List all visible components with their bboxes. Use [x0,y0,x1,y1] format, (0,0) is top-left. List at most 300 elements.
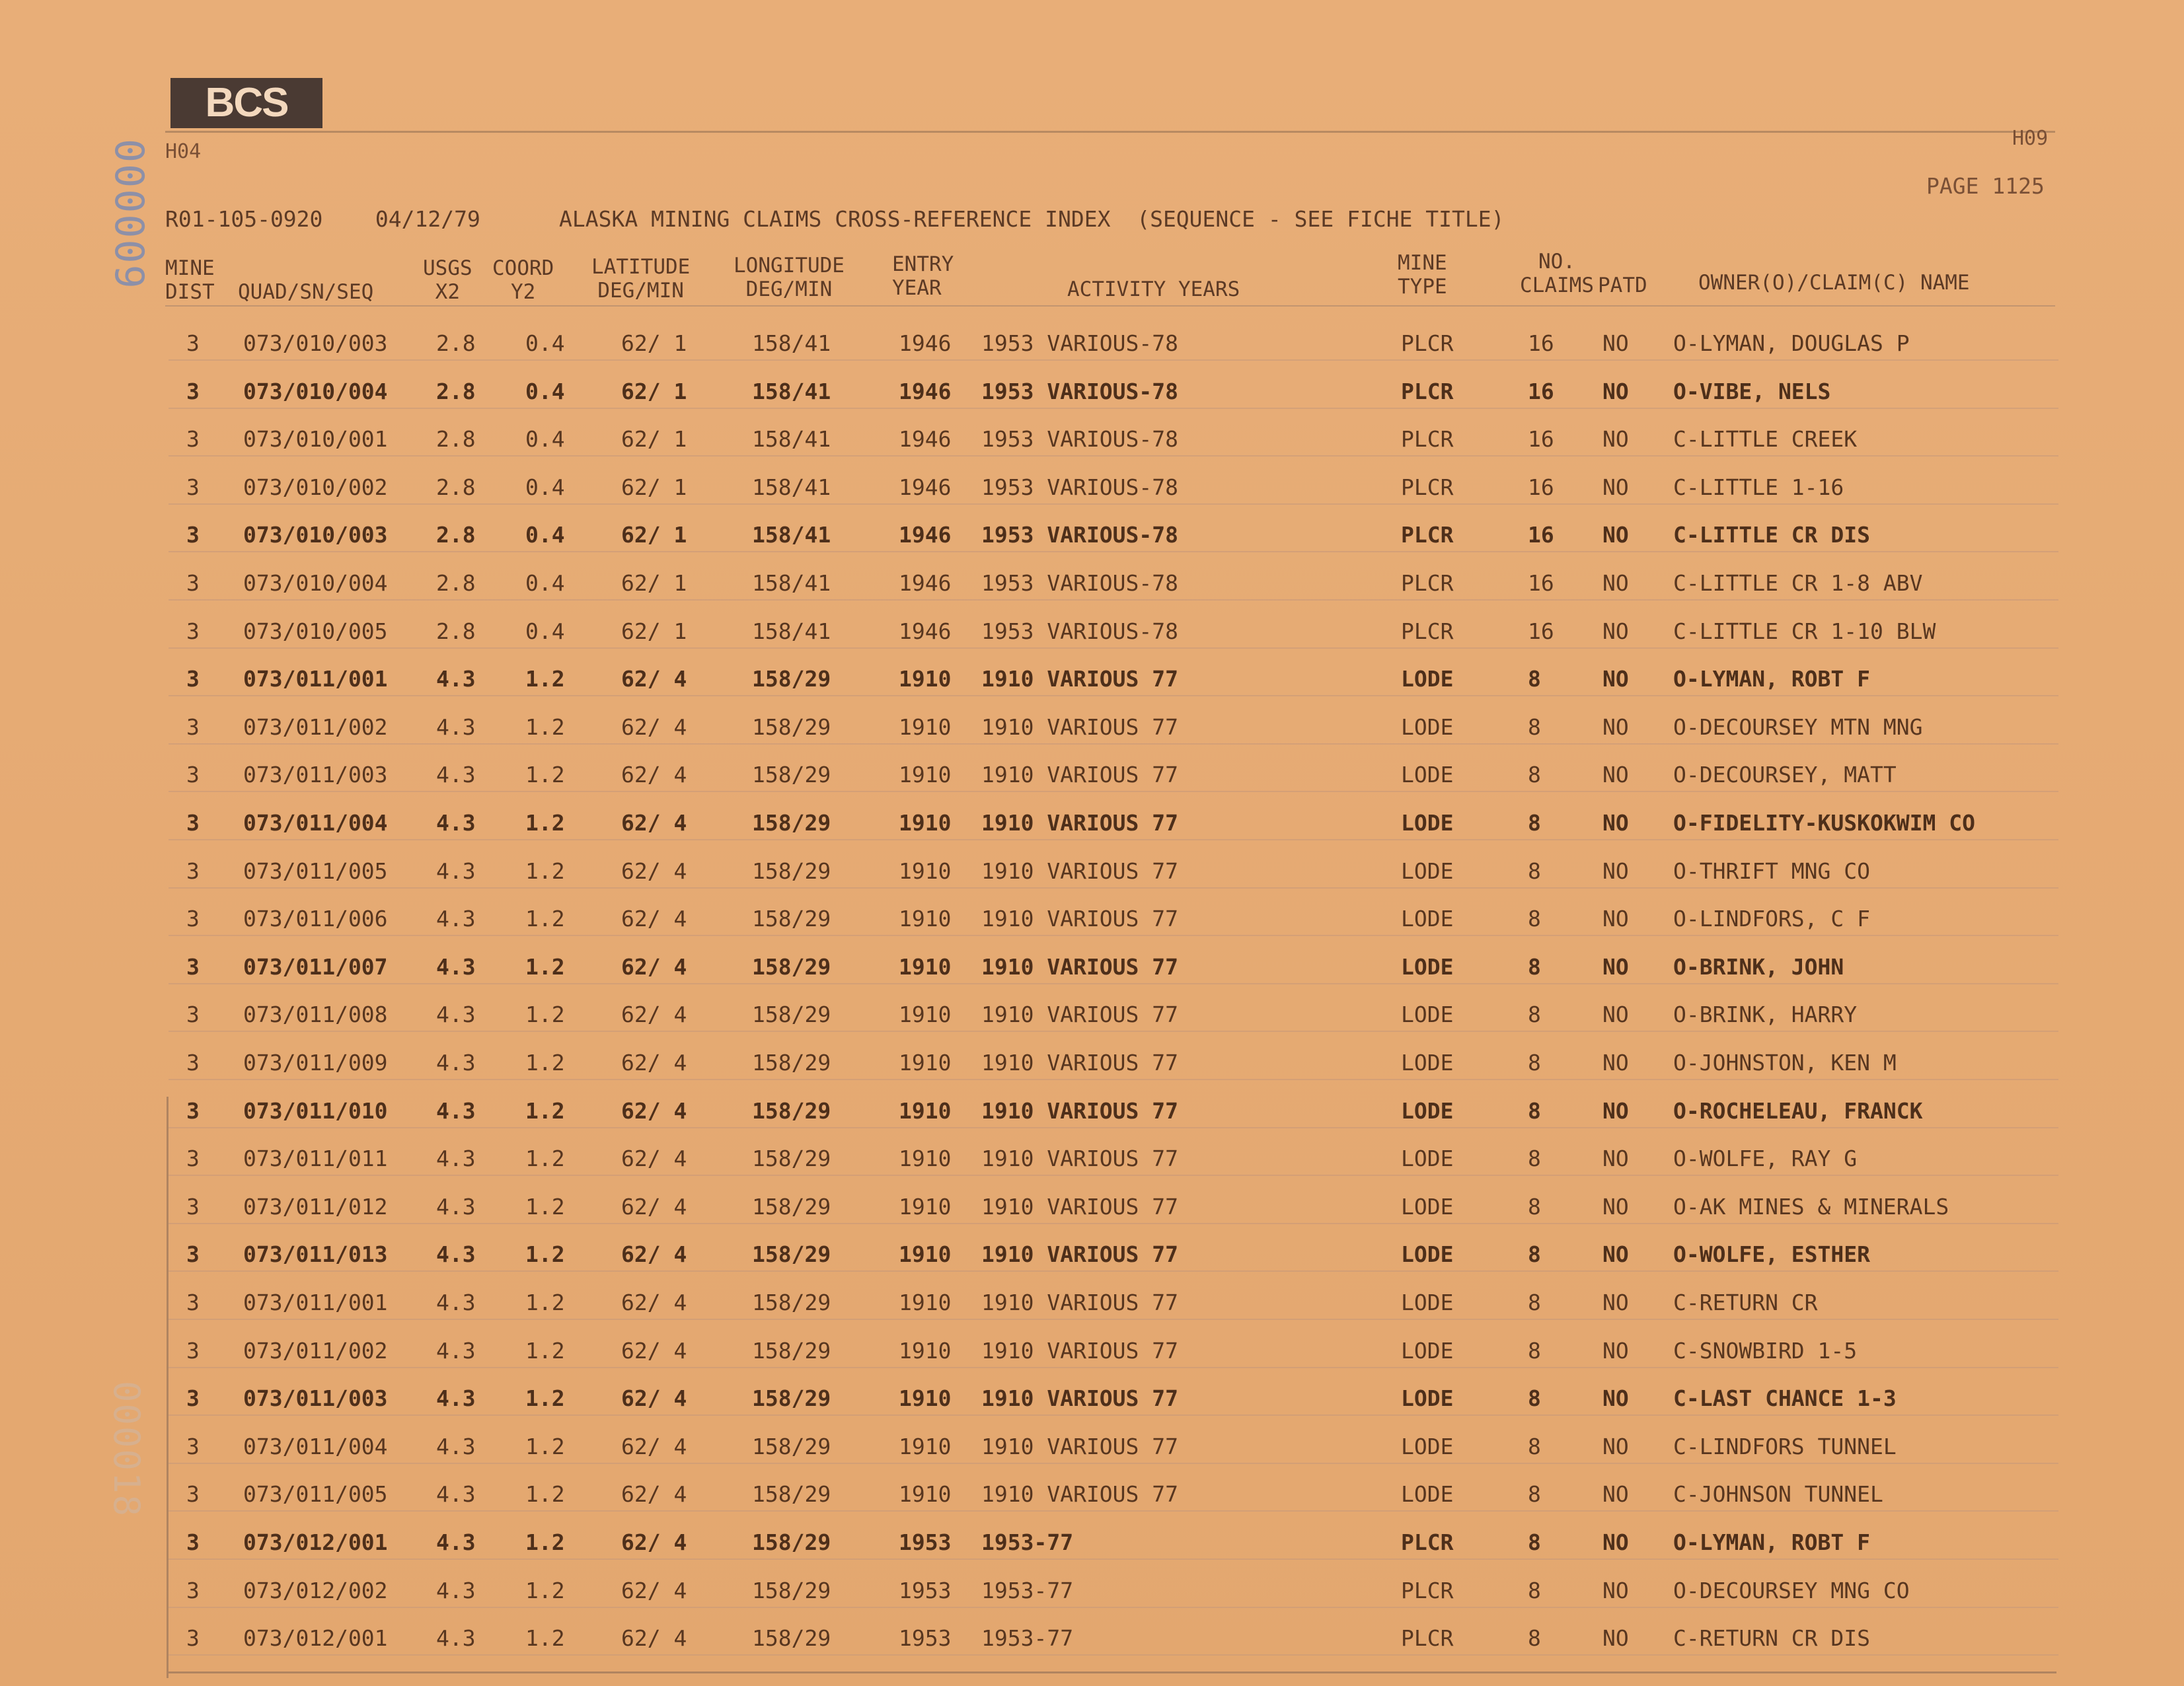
mine-type-cell: LODE [1401,953,1454,980]
no-claims-cell: 16 [1528,618,1554,644]
mine-type-cell: LODE [1401,1481,1454,1508]
entry-year-cell: 1946 [899,570,952,596]
mine-dist-cell: 3 [186,1385,200,1412]
mine-dist-cell: 3 [186,570,200,596]
row-rule [169,359,2058,361]
entry-year-cell: 1910 [899,1002,952,1028]
patd-cell: NO [1602,426,1629,453]
patd-cell: NO [1602,1097,1629,1124]
col-quad: QUAD/SN/SEQ [238,280,374,304]
mine-dist-cell: 3 [186,1097,200,1124]
no-claims-cell: 16 [1528,426,1554,453]
mine-type-cell: PLCR [1401,378,1454,404]
entry-year-cell: 1910 [899,858,952,884]
usgs-x2-cell: 4.3 [436,714,476,740]
row-rule [169,1079,2058,1080]
usgs-x2-cell: 2.8 [436,618,476,644]
no-claims-cell: 16 [1528,330,1554,356]
no-claims-cell: 8 [1528,1385,1541,1412]
mine-type-cell: LODE [1401,666,1454,692]
coord-y2-cell: 1.2 [525,810,565,836]
owner-claim-name-cell: O-AK MINES & MINERALS [1673,1193,1949,1220]
page-number: PAGE 1125 [1926,173,2045,199]
coord-y2-cell: 1.2 [525,1193,565,1220]
owner-claim-name-cell: O-LINDFORS, C F [1673,906,1871,932]
latitude-cell: 62/ 4 [621,1577,687,1603]
owner-claim-name-cell: O-DECOURSEY MTN MNG [1673,714,1923,740]
no-claims-cell: 8 [1528,1290,1541,1315]
row-rule [169,647,2058,649]
usgs-x2-cell: 4.3 [436,858,476,884]
patd-cell: NO [1602,953,1629,980]
row-rule [169,1270,2058,1272]
no-claims-cell: 8 [1528,1097,1541,1124]
longitude-cell: 158/29 [752,1241,831,1268]
patd-cell: NO [1602,1625,1629,1652]
coord-y2-cell: 0.4 [525,522,565,548]
latitude-cell: 62/ 4 [621,714,687,740]
col-entry-year: ENTRY YEAR [892,252,954,300]
coord-y2-cell: 1.2 [525,1002,565,1028]
coord-y2-cell: 0.4 [525,378,565,404]
latitude-cell: 62/ 4 [621,1625,687,1652]
longitude-cell: 158/29 [752,1481,831,1508]
col-claims: NO. CLAIMS [1520,250,1594,297]
longitude-cell: 158/41 [752,378,831,404]
longitude-cell: 158/41 [752,522,831,548]
activity-years-cell: 1910 VARIOUS 77 [981,666,1179,692]
no-claims-cell: 8 [1528,858,1541,884]
activity-years-cell: 1953 VARIOUS-78 [981,378,1179,404]
fiche-number: 000009 [106,139,152,290]
activity-years-cell: 1910 VARIOUS 77 [981,858,1179,884]
row-rule [169,1319,2058,1320]
latitude-cell: 62/ 4 [621,1241,687,1268]
no-claims-cell: 8 [1528,1337,1541,1364]
activity-years-cell: 1910 VARIOUS 77 [981,762,1179,788]
longitude-cell: 158/29 [752,1529,831,1555]
coord-y2-cell: 1.2 [525,762,565,788]
mine-dist-cell: 3 [186,1529,200,1555]
owner-claim-name-cell: C-LITTLE CREEK [1673,426,1858,453]
mine-dist-cell: 3 [186,1290,200,1315]
owner-claim-name-cell: O-ROCHELEAU, FRANCK [1673,1097,1923,1124]
no-claims-cell: 16 [1528,378,1554,404]
coord-y2-cell: 1.2 [525,1337,565,1364]
coord-y2-cell: 1.2 [525,1146,565,1172]
entry-year-cell: 1910 [899,762,952,788]
activity-years-cell: 1910 VARIOUS 77 [981,1337,1179,1364]
patd-cell: NO [1602,1290,1629,1315]
row-rule [169,1607,2058,1608]
patd-cell: NO [1602,570,1629,596]
entry-year-cell: 1910 [899,906,952,932]
activity-years-cell: 1910 VARIOUS 77 [981,1385,1179,1412]
mine-dist-cell: 3 [186,1146,200,1172]
fiche-number-bottom: 000018 [106,1381,147,1518]
owner-claim-name-cell: C-LINDFORS TUNNEL [1673,1433,1897,1459]
entry-year-cell: 1910 [899,1050,952,1076]
owner-claim-name-cell: O-BRINK, JOHN [1673,953,1844,980]
mine-type-cell: PLCR [1401,1577,1454,1603]
table-row [0,657,2184,704]
table-row [0,1376,2184,1424]
latitude-cell: 62/ 4 [621,1529,687,1555]
owner-claim-name-cell: O-LYMAN, ROBT F [1673,1529,1871,1555]
coord-y2-cell: 1.2 [525,714,565,740]
owner-claim-name-cell: C-SNOWBIRD 1-5 [1673,1337,1858,1364]
quad-sn-seq-cell: 073/010/002 [243,474,388,500]
longitude-cell: 158/29 [752,1433,831,1459]
row-rule [169,1510,2058,1512]
patd-cell: NO [1602,1385,1629,1412]
entry-year-cell: 1910 [899,1146,952,1172]
coord-y2-cell: 1.2 [525,906,565,932]
activity-years-cell: 1953 VARIOUS-78 [981,570,1179,596]
owner-claim-name-cell: C-LITTLE 1-16 [1673,474,1844,500]
latitude-cell: 62/ 1 [621,474,687,500]
longitude-cell: 158/29 [752,1097,831,1124]
owner-claim-name-cell: O-LYMAN, ROBT F [1673,666,1871,692]
latitude-cell: 62/ 4 [621,953,687,980]
owner-claim-name-cell: O-VIBE, NELS [1673,378,1831,404]
entry-year-cell: 1910 [899,1193,952,1220]
longitude-cell: 158/29 [752,1577,831,1603]
longitude-cell: 158/29 [752,1385,831,1412]
activity-years-cell: 1910 VARIOUS 77 [981,1193,1179,1220]
mine-dist-cell: 3 [186,1193,200,1220]
table-row [0,1041,2184,1088]
usgs-x2-cell: 2.8 [436,522,476,548]
col-mine-dist: MINE DIST [165,256,215,304]
longitude-cell: 158/29 [752,1193,831,1220]
mine-type-cell: PLCR [1401,426,1454,453]
patd-cell: NO [1602,522,1629,548]
latitude-cell: 62/ 4 [621,1050,687,1076]
col-owner-claim-name: OWNER(O)/CLAIM(C) NAME [1698,271,1970,295]
quad-sn-seq-cell: 073/011/007 [243,953,388,980]
activity-years-cell: 1910 VARIOUS 77 [981,1481,1179,1508]
usgs-x2-cell: 4.3 [436,762,476,788]
patd-cell: NO [1602,762,1629,788]
quad-sn-seq-cell: 073/012/002 [243,1577,388,1603]
usgs-x2-cell: 4.3 [436,1625,476,1652]
quad-sn-seq-cell: 073/011/008 [243,1002,388,1028]
table-row [0,897,2184,944]
usgs-x2-cell: 2.8 [436,378,476,404]
quad-sn-seq-cell: 073/011/003 [243,1385,388,1412]
mine-type-cell: LODE [1401,810,1454,836]
activity-years-cell: 1953 VARIOUS-78 [981,330,1179,356]
coord-y2-cell: 1.2 [525,1097,565,1124]
latitude-cell: 62/ 1 [621,378,687,404]
longitude-cell: 158/41 [752,426,831,453]
longitude-cell: 158/29 [752,858,831,884]
usgs-x2-cell: 4.3 [436,1433,476,1459]
quad-sn-seq-cell: 073/011/006 [243,906,388,932]
mine-dist-cell: 3 [186,426,200,453]
table-row [0,1280,2184,1328]
usgs-x2-cell: 4.3 [436,1385,476,1412]
usgs-x2-cell: 4.3 [436,1097,476,1124]
entry-year-cell: 1910 [899,953,952,980]
header-rule [165,305,2055,307]
coord-y2-cell: 1.2 [525,953,565,980]
entry-year-cell: 1910 [899,810,952,836]
latitude-cell: 62/ 4 [621,1193,687,1220]
no-claims-cell: 16 [1528,522,1554,548]
quad-sn-seq-cell: 073/011/012 [243,1193,388,1220]
mine-dist-cell: 3 [186,1050,200,1076]
row-rule [169,743,2058,745]
latitude-cell: 62/ 1 [621,618,687,644]
owner-claim-name-cell: O-WOLFE, RAY G [1673,1146,1858,1172]
longitude-cell: 158/29 [752,1146,831,1172]
usgs-x2-cell: 4.3 [436,953,476,980]
row-rule [169,983,2058,984]
no-claims-cell: 8 [1528,1241,1541,1268]
quad-sn-seq-cell: 073/011/003 [243,762,388,788]
patd-cell: NO [1602,1146,1629,1172]
col-patd: PATD [1598,274,1647,297]
entry-year-cell: 1910 [899,1433,952,1459]
no-claims-cell: 8 [1528,1193,1541,1220]
mine-type-cell: PLCR [1401,570,1454,596]
no-claims-cell: 8 [1528,714,1541,740]
patd-cell: NO [1602,1241,1629,1268]
mine-type-cell: LODE [1401,906,1454,932]
latitude-cell: 62/ 4 [621,1290,687,1315]
no-claims-cell: 8 [1528,906,1541,932]
table-row [0,1136,2184,1184]
usgs-x2-cell: 4.3 [436,810,476,836]
table-row [0,1568,2184,1616]
coord-y2-cell: 1.2 [525,1433,565,1459]
owner-claim-name-cell: O-FIDELITY-KUSKOKWIM CO [1673,810,1975,836]
no-claims-cell: 8 [1528,1433,1541,1459]
no-claims-cell: 8 [1528,953,1541,980]
coord-y2-cell: 1.2 [525,1050,565,1076]
owner-claim-name-cell: O-LYMAN, DOUGLAS P [1673,330,1910,356]
mine-dist-cell: 3 [186,810,200,836]
entry-year-cell: 1953 [899,1529,952,1555]
coord-y2-cell: 1.2 [525,1385,565,1412]
activity-years-cell: 1910 VARIOUS 77 [981,1097,1179,1124]
activity-years-cell: 1910 VARIOUS 77 [981,1050,1179,1076]
activity-years-cell: 1953 VARIOUS-78 [981,426,1179,453]
table-row [0,705,2184,752]
latitude-cell: 62/ 4 [621,1146,687,1172]
latitude-cell: 62/ 4 [621,1481,687,1508]
table-row [0,1472,2184,1520]
mine-dist-cell: 3 [186,522,200,548]
row-rule [169,839,2058,840]
owner-claim-name-cell: C-RETURN CR [1673,1290,1818,1315]
table-row [0,1232,2184,1280]
patd-cell: NO [1602,666,1629,692]
usgs-x2-cell: 4.3 [436,1193,476,1220]
row-rule [169,1654,2058,1656]
longitude-cell: 158/41 [752,474,831,500]
corner-code-left: H04 [165,140,202,163]
quad-sn-seq-cell: 073/011/002 [243,1337,388,1364]
col-activity-years: ACTIVITY YEARS [1067,277,1240,301]
latitude-cell: 62/ 1 [621,330,687,356]
mine-dist-cell: 3 [186,714,200,740]
table-row [0,321,2184,369]
mine-dist-cell: 3 [186,1337,200,1364]
entry-year-cell: 1910 [899,1337,952,1364]
mine-dist-cell: 3 [186,666,200,692]
table-row [0,417,2184,464]
coord-y2-cell: 0.4 [525,570,565,596]
patd-cell: NO [1602,1337,1629,1364]
table-row [0,1520,2184,1568]
col-x2: USGS X2 [423,256,472,304]
entry-year-cell: 1946 [899,474,952,500]
mine-type-cell: LODE [1401,1385,1454,1412]
activity-years-cell: 1953-77 [981,1529,1074,1555]
longitude-cell: 158/29 [752,714,831,740]
mine-type-cell: LODE [1401,1337,1454,1364]
report-header: R01-105-0920 04/12/79 ALASKA MINING CLAIMS CROSS-REFERENCE INDEX (SEQUENCE - SEE FICHE TITLE) [165,206,1505,232]
mine-type-cell: PLCR [1401,1625,1454,1652]
no-claims-cell: 8 [1528,1529,1541,1555]
mine-type-cell: LODE [1401,762,1454,788]
activity-years-cell: 1910 VARIOUS 77 [981,906,1179,932]
owner-claim-name-cell: C-JOHNSON TUNNEL [1673,1481,1883,1508]
latitude-cell: 62/ 4 [621,858,687,884]
coord-y2-cell: 1.2 [525,1625,565,1652]
row-rule [169,887,2058,889]
col-latitude: LATITUDE DEG/MIN [591,255,691,303]
quad-sn-seq-cell: 073/011/001 [243,1290,388,1315]
mine-type-cell: LODE [1401,1193,1454,1220]
table-row [0,1089,2184,1136]
longitude-cell: 158/29 [752,1625,831,1652]
coord-y2-cell: 1.2 [525,1481,565,1508]
corner-code-right: H09 [2012,127,2049,150]
longitude-cell: 158/29 [752,666,831,692]
no-claims-cell: 16 [1528,474,1554,500]
activity-years-cell: 1910 VARIOUS 77 [981,1290,1179,1315]
no-claims-cell: 16 [1528,570,1554,596]
latitude-cell: 62/ 4 [621,762,687,788]
patd-cell: NO [1602,1481,1629,1508]
quad-sn-seq-cell: 073/010/004 [243,378,388,404]
col-longitude: LONGITUDE DEG/MIN [734,254,845,301]
usgs-x2-cell: 4.3 [436,1050,476,1076]
patd-cell: NO [1602,378,1629,404]
no-claims-cell: 8 [1528,666,1541,692]
longitude-cell: 158/41 [752,570,831,596]
latitude-cell: 62/ 4 [621,906,687,932]
col-mine-type: MINE TYPE [1398,251,1447,299]
activity-years-cell: 1910 VARIOUS 77 [981,1433,1179,1459]
activity-years-cell: 1953-77 [981,1577,1074,1603]
mine-dist-cell: 3 [186,1002,200,1028]
usgs-x2-cell: 4.3 [436,1337,476,1364]
quad-sn-seq-cell: 073/011/005 [243,858,388,884]
activity-years-cell: 1910 VARIOUS 77 [981,1146,1179,1172]
usgs-x2-cell: 4.3 [436,1529,476,1555]
usgs-x2-cell: 2.8 [436,474,476,500]
row-rule [169,408,2058,409]
no-claims-cell: 8 [1528,1002,1541,1028]
mine-dist-cell: 3 [186,330,200,356]
usgs-x2-cell: 4.3 [436,1241,476,1268]
owner-claim-name-cell: C-RETURN CR DIS [1673,1625,1871,1652]
frame-left [167,1097,169,1678]
no-claims-cell: 8 [1528,762,1541,788]
latitude-cell: 62/ 4 [621,1385,687,1412]
activity-years-cell: 1910 VARIOUS 77 [981,1241,1179,1268]
quad-sn-seq-cell: 073/011/005 [243,1481,388,1508]
patd-cell: NO [1602,1050,1629,1076]
entry-year-cell: 1946 [899,330,952,356]
activity-years-cell: 1953 VARIOUS-78 [981,618,1179,644]
frame-bottom [167,1671,2056,1673]
latitude-cell: 62/ 4 [621,1097,687,1124]
usgs-x2-cell: 4.3 [436,1146,476,1172]
usgs-x2-cell: 4.3 [436,1002,476,1028]
usgs-x2-cell: 4.3 [436,906,476,932]
mine-dist-cell: 3 [186,762,200,788]
quad-sn-seq-cell: 073/010/004 [243,570,388,596]
coord-y2-cell: 1.2 [525,1529,565,1555]
activity-years-cell: 1910 VARIOUS 77 [981,1002,1179,1028]
table-row [0,1185,2184,1232]
activity-years-cell: 1953 VARIOUS-78 [981,522,1179,548]
row-rule [169,1127,2058,1128]
patd-cell: NO [1602,858,1629,884]
coord-y2-cell: 1.2 [525,858,565,884]
mine-type-cell: LODE [1401,1433,1454,1459]
entry-year-cell: 1910 [899,1290,952,1315]
bcs-logo: BCS [170,78,322,128]
quad-sn-seq-cell: 073/012/001 [243,1625,388,1652]
mine-type-cell: PLCR [1401,1529,1454,1555]
longitude-cell: 158/29 [752,762,831,788]
table-row [0,992,2184,1040]
mine-dist-cell: 3 [186,1481,200,1508]
table-row [0,752,2184,800]
row-rule [169,1223,2058,1224]
longitude-cell: 158/29 [752,1337,831,1364]
quad-sn-seq-cell: 073/011/009 [243,1050,388,1076]
mine-type-cell: PLCR [1401,618,1454,644]
table-row [0,801,2184,848]
table-row [0,513,2184,560]
owner-claim-name-cell: O-THRIFT MNG CO [1673,858,1871,884]
entry-year-cell: 1946 [899,522,952,548]
quad-sn-seq-cell: 073/011/001 [243,666,388,692]
mine-type-cell: LODE [1401,1146,1454,1172]
quad-sn-seq-cell: 073/010/003 [243,522,388,548]
latitude-cell: 62/ 1 [621,522,687,548]
patd-cell: NO [1602,906,1629,932]
mine-type-cell: LODE [1401,858,1454,884]
quad-sn-seq-cell: 073/011/010 [243,1097,388,1124]
row-rule [169,791,2058,792]
table-row [0,1329,2184,1376]
coord-y2-cell: 0.4 [525,330,565,356]
longitude-cell: 158/29 [752,810,831,836]
owner-claim-name-cell: C-LITTLE CR 1-10 BLW [1673,618,1936,644]
patd-cell: NO [1602,1193,1629,1220]
activity-years-cell: 1953-77 [981,1625,1074,1652]
mine-type-cell: PLCR [1401,330,1454,356]
